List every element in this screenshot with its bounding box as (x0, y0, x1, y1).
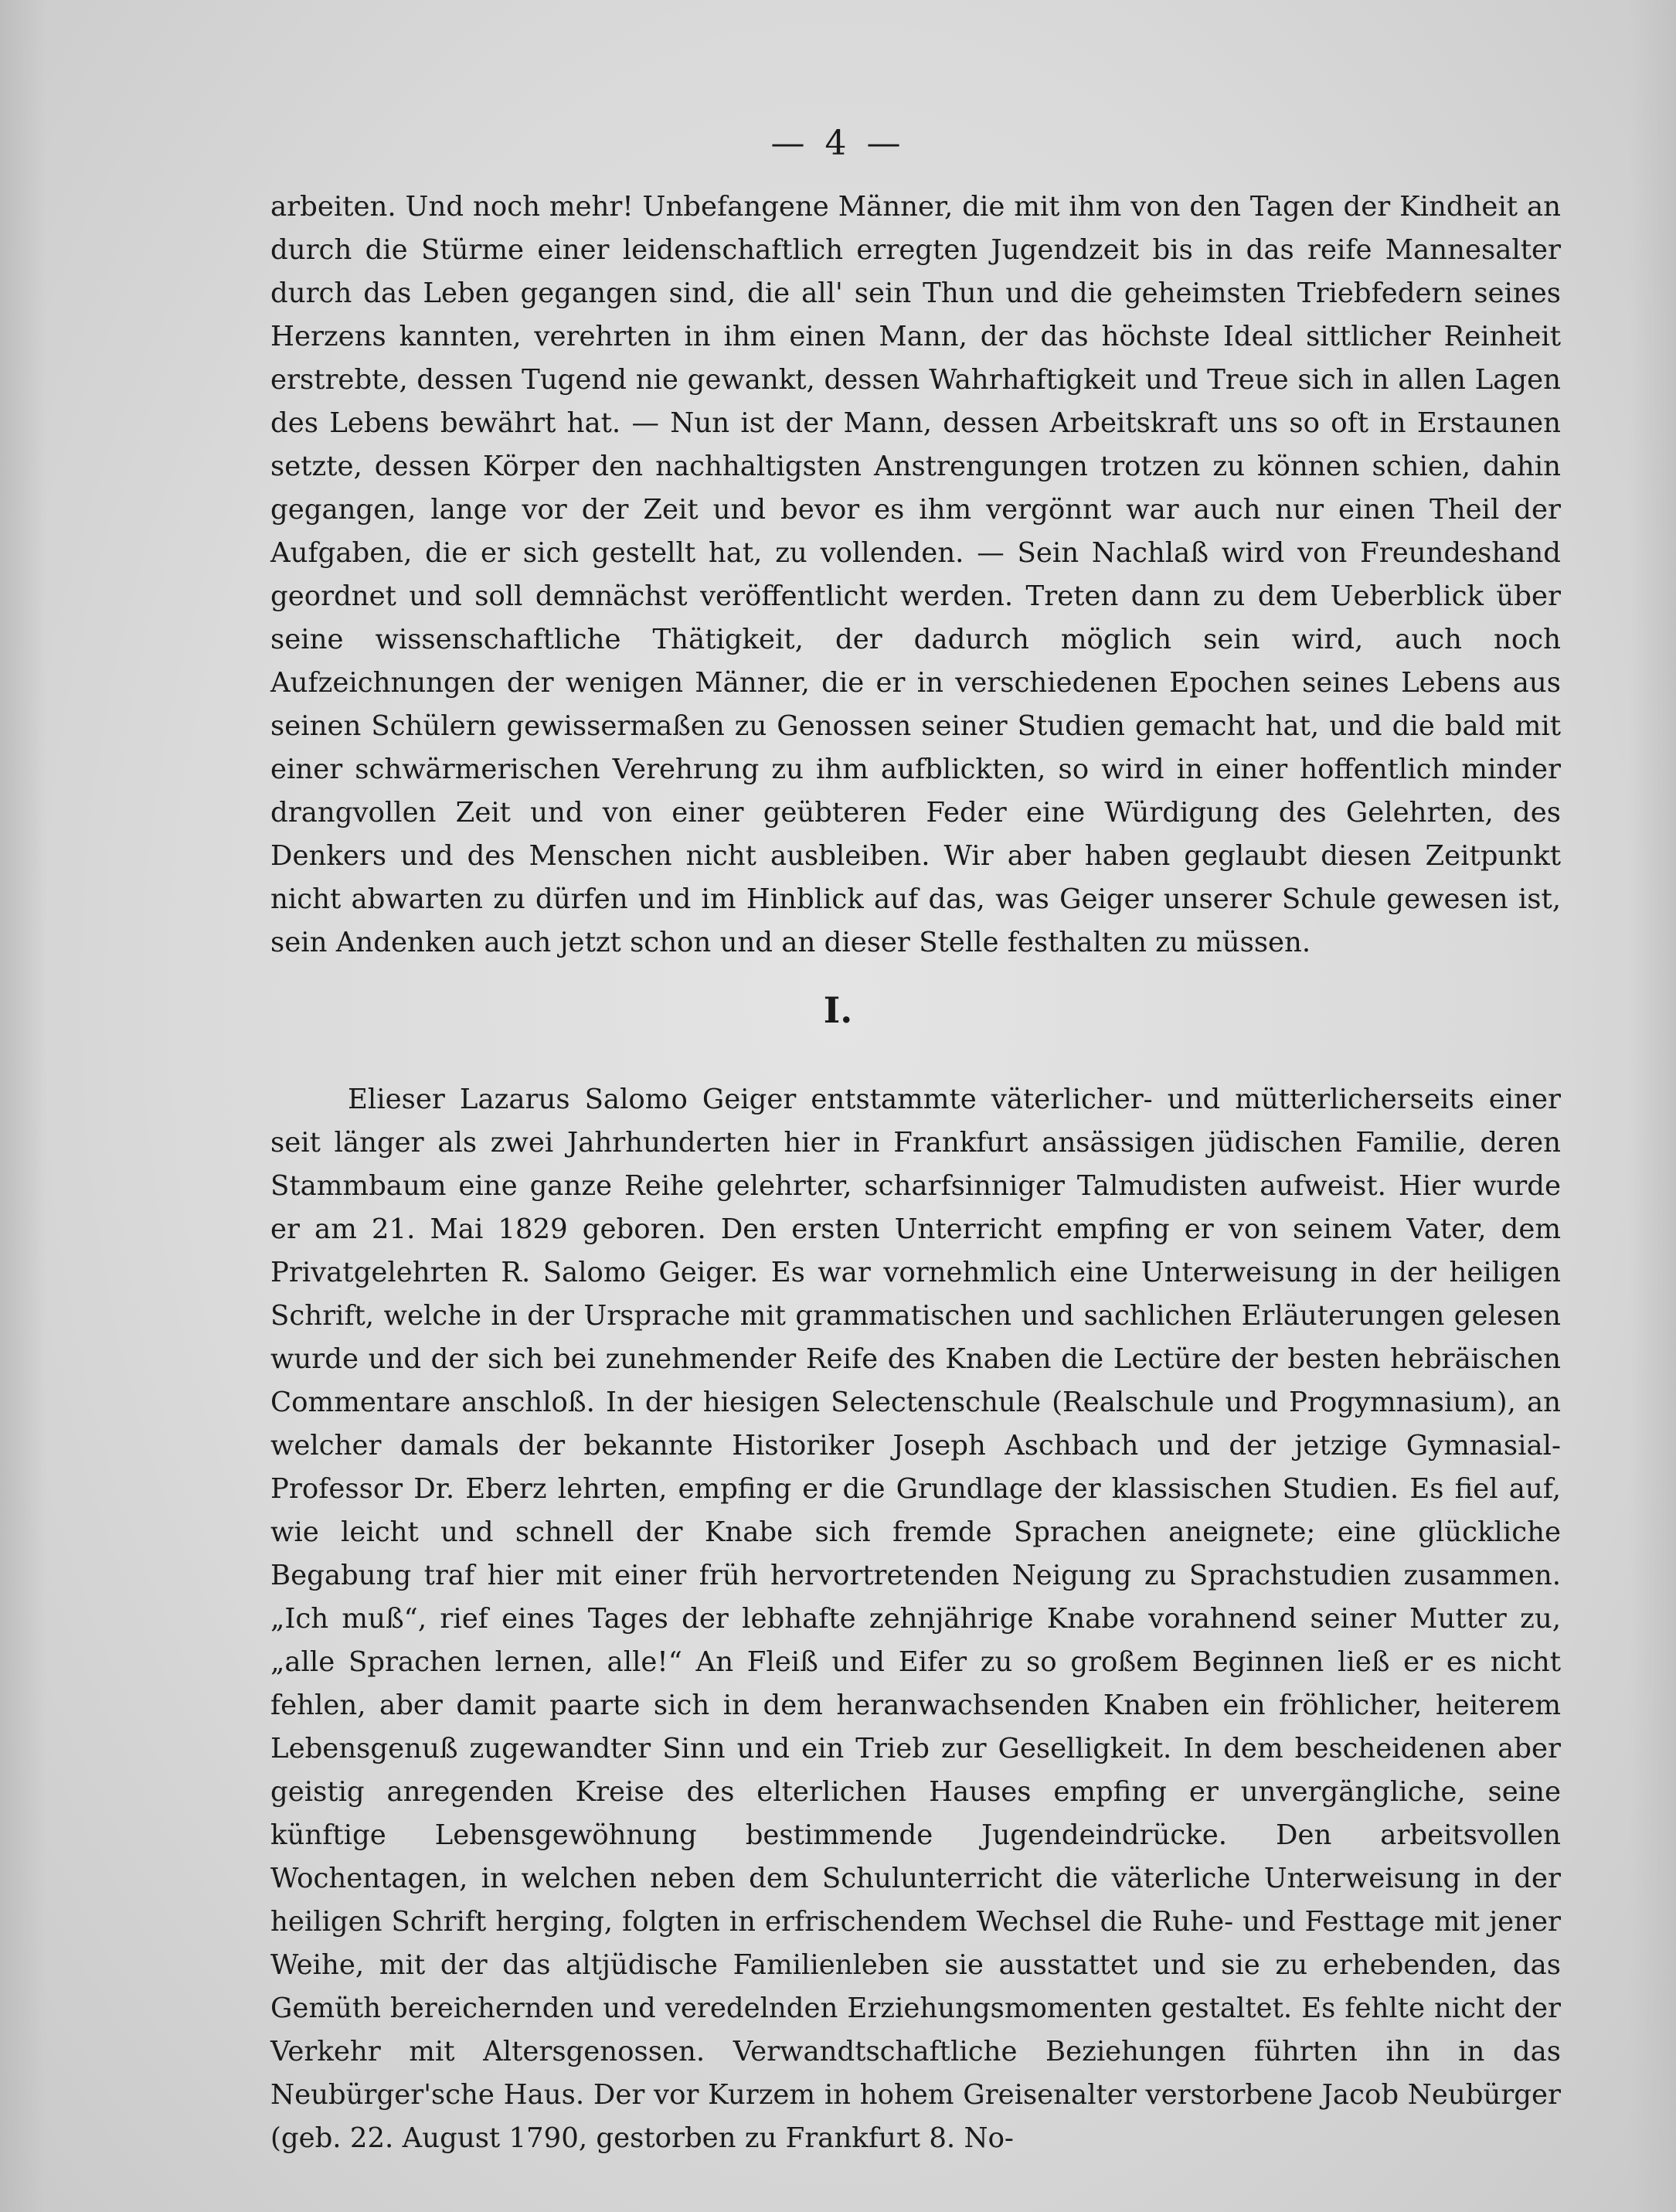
page-number: — 4 — (770, 124, 906, 163)
paragraph-text: Elieser Lazarus Salomo Geiger entstammte väterlicher- und mütterlicherseits einer seit länger als zwei Jahrhunderten hier in Frankfurt ansässigen jüdischen Familie, deren Stammbaum eine ganze Reihe gelehrter, scharfsinniger Talmudisten aufweist. Hier wurde er am 21. Mai 1829 geboren. Den ersten Unterricht empfing er von seinem Vater, dem Privatgelehrten R. Salomo Geiger. Es war vornehmlich eine Unterweisung in der heiligen Schrift, welche in der Ursprache mit grammatischen und sachlichen Erläuterungen gelesen wurde und der sich bei zunehmender Reife des Knaben die Lectüre der besten hebräischen Commentare anschloß. In der hiesigen Selectenschule (Realschule und Progymnasium), an welcher damals der bekannte Historiker Joseph Aschbach und der jetzige Gymnasial-Professor Dr. Eberz lehrten, empfing er die Grundlage der klassischen Studien. Es fiel auf, wie leicht und schnell der Knabe sich fremde Sprachen aneignete; eine glückliche Begabung traf hier mit einer früh hervortretenden Neigung zu Sprachstudien zusammen. „Ich muß“, rief eines Tages der lebhafte zehnjährige Knabe vorahnend seiner Mutter zu, „alle Sprachen lernen, alle!“ An Fleiß und Eifer zu so großem Beginnen ließ er es nicht fehlen, aber damit paarte sich in dem heranwachsenden Knaben ein fröhlicher, heiterem Lebensgenuß zugewandter Sinn und ein Trieb zur Geselligkeit. In dem bescheidenen aber geistig anregenden Kreise des elterlichen Hauses empfing er unvergängliche, seine künftige Lebensgewöhnung bestimmende Jugendeindrücke. Den arbeitsvollen Wochentagen, in welchen neben dem Schulunterricht die väterliche Unterweisung in der heiligen Schrift herging, folgten in erfrischendem Wechsel die Ruhe- und Festtage mit jener Weihe, mit der das altjüdische Familienleben sie ausstattet und sie zu erhebenden, das Gemüth bereichernden und veredelnden Erziehungsmomenten gestaltet. Es fehlte nicht der Verkehr mit Altersgenossen. Verwandtschaftliche Beziehungen führten ihn in das Neubürger'sche Haus. Der vor Kurzem in hohem Greisenalter verstorbene Jacob Neubürger (geb. 22. August 1790, gestorben zu Frankfurt 8. No- (270, 1084, 1561, 2154)
paragraph-text: arbeiten. Und noch mehr! Unbefangene Männer, die mit ihm von den Tagen der Kindheit an durch die Stürme einer leidenschaftlich erregten Jugendzeit bis in das reife Mannesalter durch das Leben gegangen sind, die all' sein Thun und die geheimsten Triebfedern seines Herzens kannten, verehrten in ihm einen Mann, der das höchste Ideal sittlicher Reinheit erstrebte, dessen Tugend nie gewankt, dessen Wahrhaftigkeit und Treue sich in allen Lagen des Lebens bewährt hat. — Nun ist der Mann, dessen Arbeitskraft uns so oft in Erstaunen setzte, dessen Körper den nachhaltigsten Anstrengungen trotzen zu können schien, dahin gegangen, lange vor der Zeit und bevor es ihm vergönnt war auch nur einen Theil der Aufgaben, die er sich gestellt hat, zu vollenden. — Sein Nachlaß wird von Freundeshand geordnet und soll demnächst veröffentlicht werden. Treten dann zu dem Ueberblick über seine wissenschaftliche Thätigkeit, der dadurch möglich sein wird, auch noch Aufzeichnungen der wenigen Männer, die er in verschiedenen Epochen seines Lebens aus seinen Schülern gewissermaßen zu Genossen seiner Studien gemacht hat, und die bald mit einer schwärmerischen Verehrung zu ihm aufblickten, so wird in einer hoffentlich minder drangvollen Zeit und von einer geübteren Feder eine Würdigung des Gelehrten, des Denkers und des Menschen nicht ausbleiben. Wir aber haben geglaubt diesen Zeitpunkt nicht abwarten zu dürfen und im Hinblick auf das, was Geiger unserer Schule gewesen ist, sein Andenken auch jetzt schon und an dieser Stelle festhalten zu müssen. (270, 191, 1561, 958)
section-paragraph (270, 1078, 1561, 2160)
section-heading: I. (823, 989, 853, 1031)
paragraph-continuation (270, 185, 1561, 965)
page-edge-shadow-left (0, 0, 46, 2212)
page-edge-shadow-right (1630, 0, 1676, 2212)
